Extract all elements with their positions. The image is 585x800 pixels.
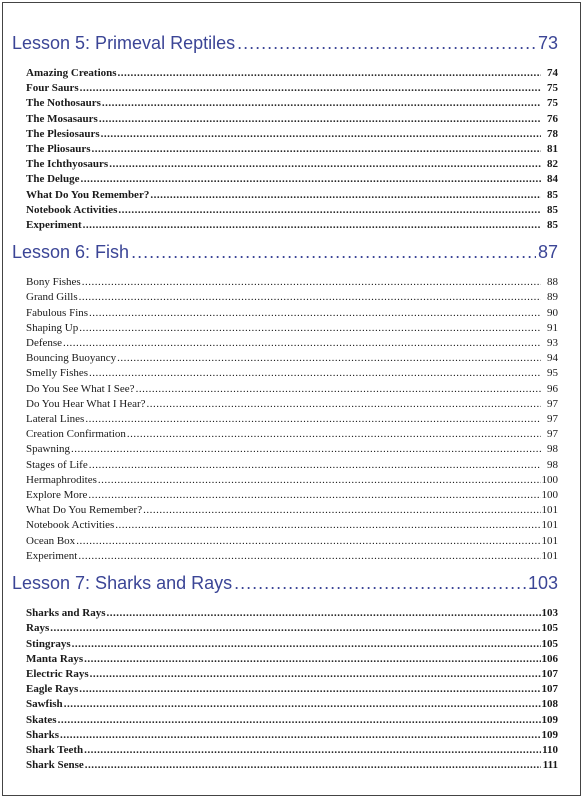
lesson-page-number: 73 [537,33,558,53]
toc-entry-page-number: 106 [541,652,558,665]
toc-entry-page-number: 97 [547,428,558,441]
dot-leader [118,66,541,81]
toc-entry-page-number: 96 [547,382,558,395]
dot-leader [237,28,536,58]
toc-entry-page-number: 97 [547,397,558,410]
dot-leader [79,682,540,697]
toc-entry-label: Shark Sense [26,759,84,772]
toc-entry[interactable] [26,427,558,442]
dot-leader [117,351,541,366]
lesson-heading[interactable] [12,28,558,58]
dot-leader [88,488,540,503]
dot-leader [60,728,540,743]
dot-leader [85,412,541,427]
toc-entry-page-number: 82 [547,158,558,171]
toc-entry[interactable] [26,188,558,203]
dot-leader [80,172,541,187]
toc-entry-page-number: 91 [547,321,558,334]
toc-entry-page-number: 107 [541,683,558,696]
dot-leader [234,568,526,598]
toc-entry[interactable] [26,637,558,652]
dot-leader [80,81,541,96]
toc-entry[interactable] [26,697,558,712]
dot-leader [71,442,541,457]
toc-entry-label: What Do You Remember? [26,188,150,201]
toc-entry[interactable] [26,758,558,773]
dot-leader [89,306,541,321]
lesson-heading[interactable] [12,568,558,598]
toc-entry-label: Eagle Rays [26,683,79,696]
toc-entry-label: Sharks [26,728,60,741]
dot-leader [82,275,541,290]
dot-leader [90,667,541,682]
dot-leader [76,534,540,549]
toc-entry[interactable] [26,366,558,381]
toc-entry-label: The Ichthyosaurs [26,158,109,171]
dot-leader [102,96,541,111]
toc-entry[interactable] [26,652,558,667]
lesson-block [12,568,558,773]
toc-entry[interactable] [26,743,558,758]
toc-entry-label: The Pliosaurs [26,143,91,156]
toc-entry-label: Manta Rays [26,652,84,665]
toc-entry-label: Bouncing Buoyancy [26,352,117,365]
dot-leader [72,637,541,652]
toc-entry[interactable] [26,336,558,351]
toc-entry-label: Smelly Fishes [26,367,89,380]
toc-entry-label: Stages of Life [26,458,88,471]
toc-entry-label: Hermaphrodites [26,473,97,486]
toc-entry-page-number: 100 [541,489,558,502]
toc-entry[interactable] [26,218,558,233]
toc-entry[interactable] [26,290,558,305]
toc-entry[interactable] [26,713,558,728]
toc-entry-page-number: 90 [547,306,558,319]
toc-entry-page-number: 88 [547,276,558,289]
toc-entry-page-number: 109 [541,713,558,726]
dot-leader [64,697,541,712]
toc-entry-label: Lateral Lines [26,413,85,426]
dot-leader [98,473,541,488]
toc-entry-page-number: 101 [541,504,558,517]
toc-entry-label: Grand Gills [26,291,78,304]
toc-entry-label: Rays [26,622,50,635]
lesson-heading[interactable] [12,237,558,267]
toc-entry-page-number: 105 [541,637,558,650]
toc-entry[interactable] [26,321,558,336]
dot-leader [89,458,541,473]
toc-entry[interactable] [26,351,558,366]
dot-leader [79,290,541,305]
toc-entry-page-number: 85 [547,219,558,232]
toc-entry-label: Ocean Box [26,534,76,547]
toc-entry[interactable] [26,518,558,533]
toc-entry-page-number: 108 [541,698,558,711]
toc-entry-label: The Nothosaurs [26,97,101,110]
toc-entry[interactable] [26,621,558,636]
toc-entry-page-number: 93 [547,337,558,350]
dot-leader [99,112,541,127]
lesson-page-number: 87 [537,242,558,263]
toc-entry-label: Shaping Up [26,321,79,334]
dot-leader [109,157,541,172]
toc-entry-label: Experiment [26,219,82,232]
toc-entry-label: Do You See What I See? [26,382,135,395]
toc-entry-page-number: 100 [541,473,558,486]
toc-entry-label: Fabulous Fins [26,306,89,319]
toc-entry-label: Four Saurs [26,82,79,95]
lesson-entries [26,66,558,233]
dot-leader [89,366,541,381]
toc-entry[interactable] [26,442,558,457]
toc-entry-page-number: 101 [541,549,558,562]
lesson-page-number: 103 [527,573,558,594]
toc-entry-label: Creation Confirmation [26,428,126,441]
toc-entry[interactable] [26,606,558,621]
dot-leader [147,397,541,412]
toc-entry-page-number: 89 [547,291,558,304]
toc-entry-label: Experiment [26,549,78,562]
dot-leader [115,518,540,533]
toc-entry[interactable] [26,96,558,111]
toc-entry-page-number: 101 [541,519,558,532]
toc-entry-page-number: 101 [541,534,558,547]
toc-entry-label: The Deluge [26,173,80,186]
toc-entry-label: What Do You Remember? [26,504,143,517]
toc-entry[interactable] [26,306,558,321]
toc-entry-page-number: 81 [547,143,558,156]
dot-leader [136,382,541,397]
toc-entry-page-number: 74 [547,67,558,79]
dot-leader [101,127,541,142]
toc-entry[interactable] [26,488,558,503]
toc-entry[interactable] [26,142,558,157]
toc-entry-page-number: 109 [541,728,558,741]
toc-entry-label: The Plesiosaurs [26,127,100,140]
toc-entry-label: Spawning [26,443,70,456]
toc-entry[interactable] [26,728,558,743]
toc-entry-label: Skates [26,713,57,726]
dot-leader [150,188,541,203]
toc-entry-page-number: 110 [542,743,558,756]
toc-entry[interactable] [26,172,558,187]
dot-leader [83,218,541,233]
dot-leader [50,621,540,636]
toc-entry[interactable] [26,382,558,397]
lesson-entries [26,275,558,564]
dot-leader [58,713,541,728]
toc-entry-page-number: 98 [547,458,558,471]
toc-entry-page-number: 75 [547,82,558,95]
toc-entry-label: Bony Fishes [26,276,81,289]
toc-entry-label: Notebook Activities [26,203,118,216]
toc-entry[interactable] [26,112,558,127]
toc-entry-label: Sawfish [26,698,63,711]
dot-leader [84,652,540,667]
table-of-contents [12,28,558,773]
toc-entry-page-number: 94 [547,352,558,365]
toc-entry[interactable] [26,549,558,564]
toc-entry-page-number: 111 [542,759,558,772]
dot-leader [118,203,541,218]
toc-entry-label: The Mosasaurs [26,112,98,125]
toc-entry-page-number: 75 [547,97,558,110]
toc-entry[interactable] [26,127,558,142]
toc-entry-label: Stingrays [26,637,71,650]
toc-entry[interactable] [26,473,558,488]
toc-entry-page-number: 95 [547,367,558,380]
toc-entry[interactable] [26,534,558,549]
toc-entry-label: Notebook Activities [26,519,115,532]
toc-entry-label: Shark Teeth [26,743,84,756]
dot-leader [63,336,541,351]
toc-entry[interactable] [26,682,558,697]
dot-leader [78,549,540,564]
toc-entry-page-number: 103 [541,607,558,620]
lesson-title: Lesson 7: Sharks and Rays [12,573,233,594]
toc-entry-page-number: 97 [547,413,558,426]
lesson-title: Lesson 6: Fish [12,242,130,263]
toc-entry[interactable] [26,203,558,218]
lesson-title: Lesson 5: Primeval Reptiles [12,33,236,53]
toc-entry-page-number: 78 [547,127,558,140]
dot-leader [127,427,541,442]
dot-leader [91,142,541,157]
dot-leader [79,321,541,336]
toc-entry-page-number: 84 [547,173,558,186]
toc-entry[interactable] [26,66,558,81]
dot-leader [106,606,540,621]
dot-leader [85,758,541,773]
lesson-entries [26,606,558,773]
toc-entry-page-number: 85 [547,203,558,216]
toc-entry-page-number: 76 [547,112,558,125]
lesson-block [12,237,558,564]
toc-entry[interactable] [26,157,558,172]
toc-entry-page-number: 98 [547,443,558,456]
toc-entry[interactable] [26,81,558,96]
toc-entry[interactable] [26,412,558,427]
lesson-block [12,28,558,233]
toc-entry-label: Electric Rays [26,667,89,680]
toc-entry-page-number: 85 [547,188,558,201]
toc-entry-label: Do You Hear What I Hear? [26,397,146,410]
toc-entry[interactable] [26,667,558,682]
toc-entry[interactable] [26,397,558,412]
dot-leader [131,237,536,267]
dot-leader [84,743,541,758]
toc-entry-label: Defense [26,337,63,350]
toc-entry-page-number: 107 [541,667,558,680]
toc-entry-label: Explore More [26,489,88,502]
toc-entry[interactable] [26,275,558,290]
toc-entry-label: Amazing Creations [26,67,117,79]
dot-leader [143,503,540,518]
toc-entry-page-number: 105 [541,622,558,635]
toc-entry[interactable] [26,503,558,518]
toc-entry-label: Sharks and Rays [26,607,106,620]
toc-entry[interactable] [26,458,558,473]
